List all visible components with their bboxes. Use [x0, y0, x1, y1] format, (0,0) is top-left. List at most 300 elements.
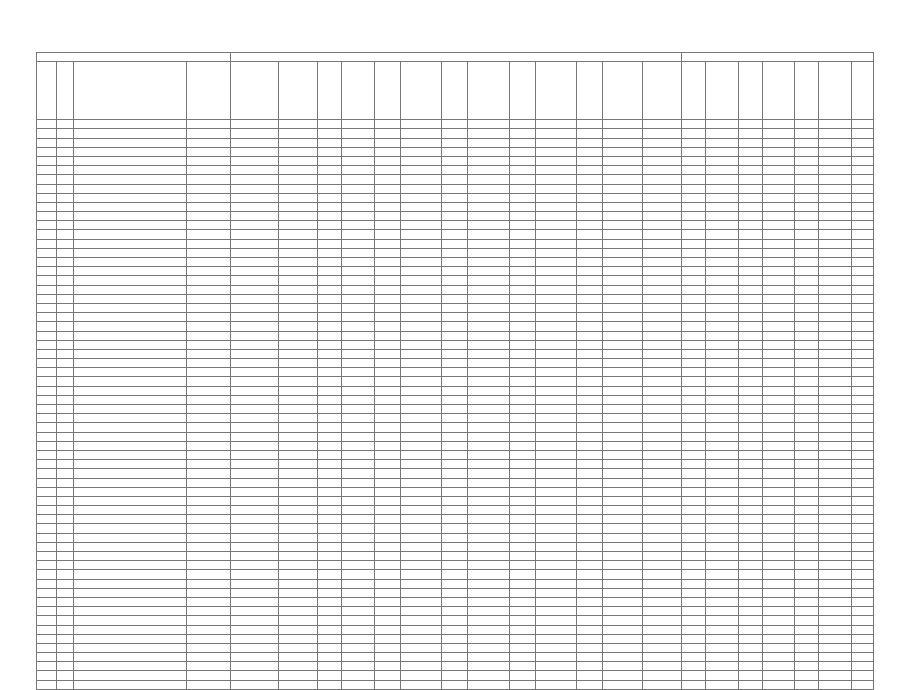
table-cell — [468, 671, 509, 680]
unit-cell — [535, 120, 576, 129]
table-cell — [577, 423, 603, 432]
table-cell — [642, 423, 681, 432]
table-cell — [374, 331, 400, 340]
table-cell — [278, 340, 317, 349]
table-cell — [851, 671, 873, 680]
table-cell — [642, 285, 681, 294]
table-cell — [706, 607, 739, 616]
table-cell — [577, 322, 603, 331]
table-cell — [577, 184, 603, 193]
table-cell — [74, 533, 187, 542]
table-cell — [706, 239, 739, 248]
table-cell — [37, 441, 57, 450]
table-cell — [795, 460, 819, 469]
table-cell — [682, 441, 706, 450]
table-row — [37, 322, 874, 331]
table-row — [37, 331, 874, 340]
table-cell — [535, 331, 576, 340]
table-cell — [56, 230, 73, 239]
table-cell — [442, 239, 468, 248]
table-cell — [342, 579, 375, 588]
table-cell — [603, 478, 642, 487]
table-cell — [706, 487, 739, 496]
table-row — [37, 597, 874, 606]
table-cell — [318, 303, 342, 312]
table-cell — [342, 515, 375, 524]
table-cell — [187, 487, 231, 496]
table-cell — [278, 322, 317, 331]
table-cell — [535, 579, 576, 588]
table-cell — [37, 377, 57, 386]
table-cell — [374, 221, 400, 230]
table-row — [37, 460, 874, 469]
table-cell — [468, 377, 509, 386]
table-cell — [762, 478, 795, 487]
table-cell — [342, 147, 375, 156]
table-cell — [56, 579, 73, 588]
table-row — [37, 303, 874, 312]
table-row — [37, 212, 874, 221]
table-cell — [468, 515, 509, 524]
table-cell — [762, 671, 795, 680]
table-cell — [56, 460, 73, 469]
table-cell — [642, 561, 681, 570]
table-cell — [795, 166, 819, 175]
table-cell — [278, 588, 317, 597]
table-cell — [442, 506, 468, 515]
table-cell — [278, 552, 317, 561]
table-cell — [535, 524, 576, 533]
table-cell — [468, 248, 509, 257]
table-cell — [577, 405, 603, 414]
table-cell — [342, 570, 375, 579]
table-cell — [738, 450, 762, 459]
table-cell — [468, 432, 509, 441]
table-cell — [400, 258, 441, 267]
table-cell — [187, 506, 231, 515]
table-cell — [318, 221, 342, 230]
unit-cell — [603, 120, 642, 129]
table-cell — [795, 322, 819, 331]
table-cell — [603, 377, 642, 386]
table-cell — [342, 653, 375, 662]
table-cell — [642, 248, 681, 257]
table-cell — [577, 552, 603, 561]
table-row — [37, 607, 874, 616]
table-cell — [74, 248, 187, 257]
table-cell — [762, 653, 795, 662]
table-cell — [706, 653, 739, 662]
table-cell — [577, 368, 603, 377]
table-cell — [468, 184, 509, 193]
table-cell — [738, 414, 762, 423]
table-cell — [187, 515, 231, 524]
table-cell — [819, 478, 852, 487]
table-cell — [342, 359, 375, 368]
table-cell — [762, 506, 795, 515]
table-cell — [819, 460, 852, 469]
table-cell — [442, 496, 468, 505]
table-cell — [400, 496, 441, 505]
table-cell — [738, 432, 762, 441]
table-cell — [400, 303, 441, 312]
table-cell — [374, 515, 400, 524]
table-cell — [74, 450, 187, 459]
table-cell — [577, 643, 603, 652]
table-cell — [535, 515, 576, 524]
table-cell — [642, 313, 681, 322]
table-cell — [56, 202, 73, 211]
table-cell — [795, 561, 819, 570]
table-cell — [762, 643, 795, 652]
table-cell — [230, 212, 278, 221]
table-cell — [642, 478, 681, 487]
table-cell — [468, 441, 509, 450]
table-cell — [400, 138, 441, 147]
table-cell — [374, 147, 400, 156]
table-cell — [509, 588, 535, 597]
table-cell — [74, 386, 187, 395]
table-cell — [738, 487, 762, 496]
table-cell — [56, 166, 73, 175]
table-cell — [795, 331, 819, 340]
table-cell — [37, 230, 57, 239]
table-cell — [442, 450, 468, 459]
table-cell — [819, 616, 852, 625]
table-cell — [278, 496, 317, 505]
table-cell — [851, 359, 873, 368]
table-cell — [468, 386, 509, 395]
table-cell — [706, 662, 739, 671]
table-cell — [706, 441, 739, 450]
table-cell — [603, 239, 642, 248]
table-cell — [37, 166, 57, 175]
table-cell — [535, 570, 576, 579]
table-cell — [738, 138, 762, 147]
table-cell — [400, 460, 441, 469]
table-cell — [468, 460, 509, 469]
table-cell — [682, 349, 706, 358]
table-cell — [468, 368, 509, 377]
table-cell — [468, 616, 509, 625]
table-cell — [851, 680, 873, 689]
table-cell — [318, 671, 342, 680]
table-cell — [278, 579, 317, 588]
table-cell — [642, 175, 681, 184]
table-cell — [318, 680, 342, 689]
table-cell — [738, 506, 762, 515]
table-cell — [851, 441, 873, 450]
table-cell — [642, 331, 681, 340]
table-cell — [56, 147, 73, 156]
table-cell — [56, 276, 73, 285]
table-cell — [278, 267, 317, 276]
table-cell — [468, 221, 509, 230]
table-cell — [682, 588, 706, 597]
table-cell — [278, 212, 317, 221]
table-cell — [468, 607, 509, 616]
table-cell — [56, 680, 73, 689]
table-cell — [230, 597, 278, 606]
table-cell — [819, 184, 852, 193]
table-cell — [278, 202, 317, 211]
table-cell — [318, 386, 342, 395]
table-cell — [795, 432, 819, 441]
table-row — [37, 524, 874, 533]
table-cell — [535, 643, 576, 652]
table-cell — [400, 579, 441, 588]
table-cell — [230, 303, 278, 312]
table-cell — [400, 671, 441, 680]
table-cell — [400, 552, 441, 561]
table-row — [37, 340, 874, 349]
table-cell — [851, 239, 873, 248]
table-cell — [738, 340, 762, 349]
table-cell — [278, 147, 317, 156]
table-cell — [374, 643, 400, 652]
table-cell — [342, 414, 375, 423]
table-cell — [318, 349, 342, 358]
table-cell — [342, 349, 375, 358]
table-cell — [509, 340, 535, 349]
table-cell — [762, 230, 795, 239]
table-cell — [795, 156, 819, 165]
table-cell — [851, 212, 873, 221]
table-cell — [442, 377, 468, 386]
table-cell — [509, 478, 535, 487]
table-cell — [342, 239, 375, 248]
table-cell — [706, 414, 739, 423]
table-cell — [318, 588, 342, 597]
table-cell — [603, 285, 642, 294]
table-cell — [762, 258, 795, 267]
table-cell — [374, 579, 400, 588]
table-cell — [278, 294, 317, 303]
table-cell — [603, 570, 642, 579]
table-cell — [56, 248, 73, 257]
table-cell — [278, 432, 317, 441]
table-cell — [56, 405, 73, 414]
table-cell — [468, 597, 509, 606]
table-cell — [577, 561, 603, 570]
table-cell — [442, 129, 468, 138]
table-cell — [819, 175, 852, 184]
table-cell — [819, 267, 852, 276]
table-cell — [342, 221, 375, 230]
table-cell — [318, 653, 342, 662]
table-cell — [374, 662, 400, 671]
table-cell — [442, 212, 468, 221]
table-cell — [468, 138, 509, 147]
table-cell — [400, 239, 441, 248]
table-cell — [342, 469, 375, 478]
table-cell — [318, 506, 342, 515]
table-cell — [535, 561, 576, 570]
table-cell — [342, 405, 375, 414]
table-cell — [56, 285, 73, 294]
table-cell — [819, 680, 852, 689]
table-cell — [535, 212, 576, 221]
table-cell — [342, 395, 375, 404]
table-cell — [706, 570, 739, 579]
table-cell — [374, 441, 400, 450]
table-cell — [762, 395, 795, 404]
table-cell — [819, 506, 852, 515]
table-cell — [230, 377, 278, 386]
table-row — [37, 294, 874, 303]
table-cell — [819, 303, 852, 312]
table-cell — [278, 386, 317, 395]
table-cell — [318, 156, 342, 165]
table-cell — [795, 212, 819, 221]
table-cell — [374, 524, 400, 533]
table-cell — [706, 395, 739, 404]
table-cell — [819, 340, 852, 349]
table-cell — [738, 405, 762, 414]
table-cell — [795, 193, 819, 202]
table-cell — [74, 193, 187, 202]
table-cell — [442, 423, 468, 432]
table-cell — [762, 460, 795, 469]
table-cell — [642, 542, 681, 551]
table-cell — [230, 414, 278, 423]
table-cell — [706, 248, 739, 257]
table-cell — [603, 129, 642, 138]
table-cell — [762, 450, 795, 459]
table-cell — [851, 506, 873, 515]
table-cell — [318, 414, 342, 423]
table-cell — [535, 138, 576, 147]
table-cell — [278, 156, 317, 165]
table-cell — [535, 680, 576, 689]
table-cell — [795, 395, 819, 404]
table-cell — [682, 276, 706, 285]
table-cell — [187, 340, 231, 349]
table-cell — [603, 432, 642, 441]
table-cell — [706, 156, 739, 165]
table-cell — [400, 597, 441, 606]
table-cell — [374, 230, 400, 239]
table-cell — [819, 276, 852, 285]
table-cell — [706, 267, 739, 276]
table-cell — [851, 597, 873, 606]
table-cell — [642, 156, 681, 165]
table-cell — [442, 524, 468, 533]
table-row — [37, 515, 874, 524]
table-cell — [682, 184, 706, 193]
table-cell — [706, 285, 739, 294]
table-cell — [642, 202, 681, 211]
table-cell — [682, 221, 706, 230]
table-row — [37, 616, 874, 625]
table-cell — [37, 460, 57, 469]
table-row — [37, 276, 874, 285]
table-cell — [706, 643, 739, 652]
table-cell — [819, 368, 852, 377]
table-cell — [187, 303, 231, 312]
table-cell — [56, 395, 73, 404]
table-cell — [400, 313, 441, 322]
table-cell — [56, 496, 73, 505]
table-cell — [374, 561, 400, 570]
table-cell — [642, 625, 681, 634]
table-cell — [37, 432, 57, 441]
table-cell — [682, 230, 706, 239]
table-cell — [577, 340, 603, 349]
table-cell — [187, 561, 231, 570]
table-cell — [509, 662, 535, 671]
table-cell — [468, 533, 509, 542]
table-cell — [318, 423, 342, 432]
table-cell — [187, 221, 231, 230]
table-cell — [230, 166, 278, 175]
table-cell — [762, 588, 795, 597]
table-cell — [187, 478, 231, 487]
table-cell — [509, 552, 535, 561]
table-cell — [682, 258, 706, 267]
table-cell — [442, 303, 468, 312]
table-cell — [706, 322, 739, 331]
table-cell — [642, 129, 681, 138]
table-cell — [187, 294, 231, 303]
table-cell — [400, 533, 441, 542]
table-cell — [642, 450, 681, 459]
table-cell — [851, 487, 873, 496]
table-cell — [56, 450, 73, 459]
table-cell — [374, 469, 400, 478]
table-cell — [642, 643, 681, 652]
column-header — [642, 62, 681, 120]
table-cell — [187, 395, 231, 404]
table-cell — [37, 607, 57, 616]
table-cell — [442, 414, 468, 423]
table-cell — [374, 322, 400, 331]
table-cell — [706, 193, 739, 202]
table-cell — [187, 405, 231, 414]
table-cell — [762, 322, 795, 331]
table-cell — [374, 478, 400, 487]
table-cell — [400, 643, 441, 652]
table-cell — [795, 441, 819, 450]
table-cell — [74, 267, 187, 276]
table-cell — [682, 616, 706, 625]
table-cell — [819, 377, 852, 386]
table-cell — [509, 515, 535, 524]
table-cell — [400, 542, 441, 551]
table-cell — [738, 267, 762, 276]
table-cell — [851, 515, 873, 524]
table-cell — [706, 460, 739, 469]
header-group-2 — [682, 53, 874, 62]
table-cell — [851, 405, 873, 414]
table-cell — [374, 405, 400, 414]
table-cell — [851, 469, 873, 478]
table-cell — [795, 359, 819, 368]
table-cell — [374, 460, 400, 469]
table-cell — [187, 625, 231, 634]
table-cell — [400, 322, 441, 331]
table-cell — [230, 506, 278, 515]
table-cell — [187, 616, 231, 625]
table-cell — [603, 184, 642, 193]
table-cell — [642, 405, 681, 414]
table-cell — [400, 377, 441, 386]
table-cell — [442, 405, 468, 414]
table-cell — [74, 524, 187, 533]
table-cell — [37, 487, 57, 496]
table-cell — [187, 597, 231, 606]
table-cell — [738, 469, 762, 478]
